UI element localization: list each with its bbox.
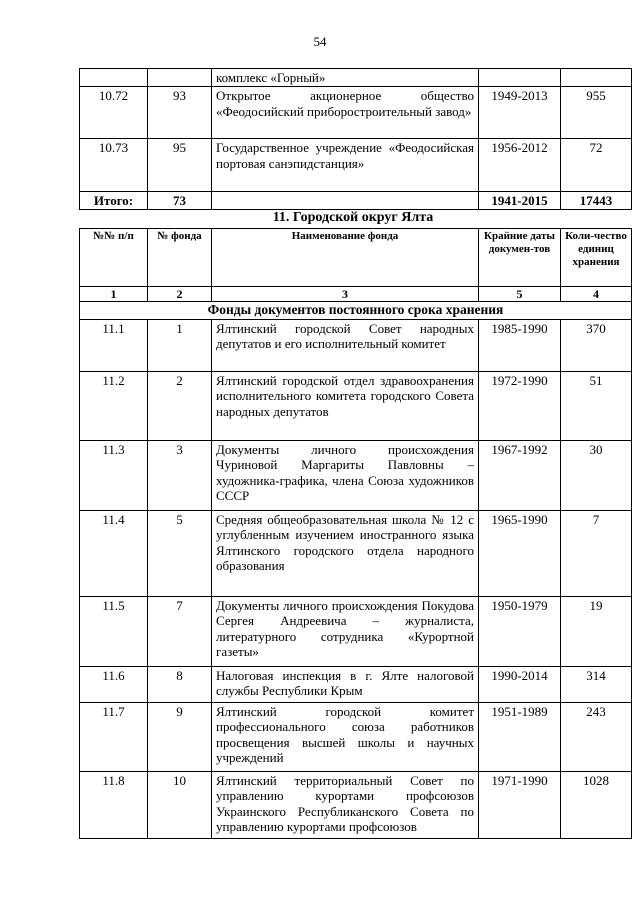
fund-number: 95: [148, 139, 212, 192]
storage-units: [561, 69, 632, 87]
table-row: [80, 441, 632, 511]
fund-number: 8: [148, 667, 212, 703]
fund-number: 10: [148, 772, 212, 839]
table-row: [80, 703, 632, 772]
total-fund-count: 73: [148, 192, 212, 209]
fund-name: Налоговая инспекция в г. Ялте налоговой службы Республики Крым: [212, 667, 479, 703]
storage-units: 314: [561, 667, 632, 703]
fund-number: [148, 69, 212, 87]
row-number: 11.3: [80, 441, 148, 511]
column-number: 5: [479, 287, 561, 302]
row-number: 11.2: [80, 372, 148, 441]
subheading-row: [80, 302, 632, 320]
table-row: [80, 87, 632, 139]
table-row: [80, 511, 632, 597]
storage-units: 370: [561, 320, 632, 372]
date-range: 1971-1990: [479, 772, 561, 839]
date-range: 1956-2012: [479, 139, 561, 192]
total-date-range: 1941-2015: [479, 192, 561, 209]
date-range: 1972-1990: [479, 372, 561, 441]
row-number: 10.72: [80, 87, 148, 139]
date-range: 1965-1990: [479, 511, 561, 597]
date-range: 1967-1992: [479, 441, 561, 511]
storage-units: 51: [561, 372, 632, 441]
fund-number: 93: [148, 87, 212, 139]
fund-name: Ялтинский городской Совет народных депутатов и его исполнительный комитет: [212, 320, 479, 372]
total-row: [80, 192, 632, 209]
table-row: [80, 772, 632, 839]
fund-number: 1: [148, 320, 212, 372]
table-row: [80, 667, 632, 703]
table-row: [80, 320, 632, 372]
table-row: [80, 597, 632, 667]
fund-name: Ялтинский территориальный Совет по управлению курортами профсоюзов Украинского Республиканского Совета по управлению курортами профсоюзов: [212, 772, 479, 839]
storage-units: 1028: [561, 772, 632, 839]
date-range: [479, 69, 561, 87]
archive-table-continuation: [79, 68, 632, 210]
row-number: 11.5: [80, 597, 148, 667]
header-fund-name: Наименование фонда: [212, 229, 479, 287]
header-row-number: №№ п/п: [80, 229, 148, 287]
fund-name: Ялтинский городской комитет профессионального союза работников просвещения высшей школы и научных учреждений: [212, 703, 479, 772]
fund-name: Документы личного происхождения Чуриновой Маргариты Павловны – художника-графика, члена Союза художников СССР: [212, 441, 479, 511]
total-storage-units: 17443: [561, 192, 632, 209]
column-number: 4: [561, 287, 632, 302]
fund-number: 5: [148, 511, 212, 597]
total-name: [212, 192, 479, 209]
column-number: 1: [80, 287, 148, 302]
header-fund-number: № фонда: [148, 229, 212, 287]
storage-units: 72: [561, 139, 632, 192]
column-number: 2: [148, 287, 212, 302]
fund-name: Средняя общеобразовательная школа № 12 с углубленным изучением иностранного языка Ялтинского городского отдела народного образования: [212, 511, 479, 597]
date-range: 1985-1990: [479, 320, 561, 372]
storage-units: 7: [561, 511, 632, 597]
row-number: 10.73: [80, 139, 148, 192]
table-row: [80, 139, 632, 192]
row-number: 11.8: [80, 772, 148, 839]
page-number: 54: [313, 34, 327, 49]
table-row: [80, 372, 632, 441]
table-row: [80, 69, 632, 87]
header-storage-units: Коли-чество единиц хранения: [561, 229, 632, 287]
storage-units: 243: [561, 703, 632, 772]
fund-number: 2: [148, 372, 212, 441]
storage-units: 19: [561, 597, 632, 667]
column-number: 3: [212, 287, 479, 302]
subheading: Фонды документов постоянного срока хранения: [80, 302, 632, 320]
header-row: [80, 229, 632, 287]
fund-number: 9: [148, 703, 212, 772]
date-range: 1949-2013: [479, 87, 561, 139]
fund-name: Документы личного происхождения Покудова Сергея Андреевича – журналиста, литературного сотрудника «Курортной газеты»: [212, 597, 479, 667]
header-date-range: Крайние даты докумен-тов: [479, 229, 561, 287]
archive-table: [79, 228, 632, 839]
storage-units: 955: [561, 87, 632, 139]
fund-number: 3: [148, 441, 212, 511]
fund-number: 7: [148, 597, 212, 667]
date-range: 1950-1979: [479, 597, 561, 667]
fund-name: Ялтинский городской отдел здравоохранения исполнительного комитета городского Совета народных депутатов: [212, 372, 479, 441]
row-number: [80, 69, 148, 87]
row-number: 11.1: [80, 320, 148, 372]
row-number: 11.7: [80, 703, 148, 772]
fund-name: комплекс «Горный»: [212, 69, 479, 87]
fund-name: Открытое акционерное общество «Феодосийский приборостроительный завод»: [212, 87, 479, 139]
section-title: 11. Городской округ Ялта: [272, 210, 434, 225]
row-number: 11.4: [80, 511, 148, 597]
row-number: 11.6: [80, 667, 148, 703]
fund-name: Государственное учреждение «Феодосийская портовая санэпидстанция»: [212, 139, 479, 192]
total-label: Итого:: [80, 192, 148, 209]
date-range: 1990-2014: [479, 667, 561, 703]
column-number-row: [80, 287, 632, 302]
storage-units: 30: [561, 441, 632, 511]
date-range: 1951-1989: [479, 703, 561, 772]
